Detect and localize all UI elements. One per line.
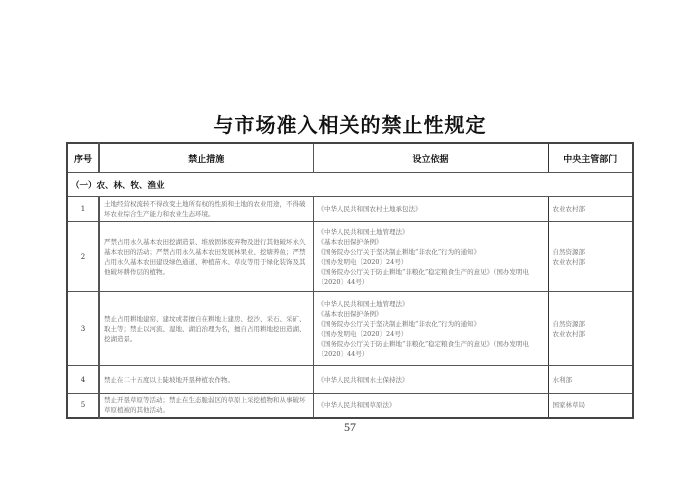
row-basis bbox=[313, 366, 548, 394]
basis-item: 《中华人民共和国水土保持法》 bbox=[317, 375, 409, 384]
row-measure: 禁止在二十五度以上陡坡地开垦种植农作物。 bbox=[99, 366, 313, 394]
basis-item: 《中华人民共和国土地管理法》 bbox=[317, 299, 409, 308]
header-basis: 设立依据 bbox=[313, 143, 548, 173]
table-row bbox=[67, 222, 633, 292]
row-measure: 严禁占用永久基本农田挖湖造景、堆放固体废弃物及进行其他破坏永久基本农田的活动；严禁占用永久基本农田发展林果业、挖塘养鱼；严禁占用永久基本农田建设绿色通道、种植苗木、草皮等用于绿化装饰及其他破坏耕作层的植物。 bbox=[99, 222, 313, 292]
table-row bbox=[67, 394, 633, 418]
row-dept bbox=[548, 222, 633, 292]
row-seq: 3 bbox=[67, 292, 99, 366]
row-seq: 4 bbox=[67, 366, 99, 394]
table-row bbox=[67, 197, 633, 222]
dept-item: 自然资源部 bbox=[552, 319, 585, 328]
header-seq: 序号 bbox=[67, 143, 99, 173]
row-measure: 禁止占用耕地建窑、建坟或者擅自在耕地上建房、挖沙、采石、采矿、取土等；禁止以河流、湿地、湖泊治理为名，擅自占用耕地挖田造湖、挖湖造景。 bbox=[99, 292, 313, 366]
row-seq: 2 bbox=[67, 222, 99, 292]
row-basis bbox=[313, 394, 548, 418]
dept-item: 农业农村部 bbox=[552, 205, 585, 213]
row-basis bbox=[313, 197, 548, 222]
dept-item: 农业农村部 bbox=[552, 329, 585, 338]
basis-item: 《国务院办公厅关于坚决制止耕地“非农化”行为的通知》 bbox=[317, 247, 481, 256]
table-row bbox=[67, 366, 633, 394]
document-title: 与市场准入相关的禁止性规定 bbox=[213, 113, 487, 137]
row-seq: 1 bbox=[67, 197, 99, 222]
section-row bbox=[67, 173, 633, 197]
header-measure: 禁止措施 bbox=[99, 143, 313, 173]
basis-item: （国办发明电〔2020〕24号） bbox=[317, 257, 408, 266]
row-dept bbox=[548, 394, 633, 418]
row-dept bbox=[548, 292, 633, 366]
row-basis bbox=[313, 292, 548, 366]
basis-item: 《基本农田保护条例》 bbox=[317, 237, 383, 246]
dept-item: 自然资源部 bbox=[552, 247, 585, 256]
dept-item: 农业农村部 bbox=[552, 257, 585, 266]
basis-item: 《中华人民共和国草原法》 bbox=[317, 401, 396, 410]
basis-item: 《基本农田保护条例》 bbox=[317, 309, 383, 318]
prohibition-table bbox=[66, 142, 634, 419]
table-header-row bbox=[67, 143, 633, 173]
row-measure: 土地经营权流转不得改变土地所有权的性质和土地的农业用途，不得破坏农业综合生产能力和农业生态环境。 bbox=[99, 197, 313, 222]
basis-item: 《中华人民共和国农村土地承包法》 bbox=[317, 205, 422, 213]
row-measure: 禁止开垦草原等活动；禁止在生态脆弱区的草原上采挖植物和从事破坏草原植被的其他活动。 bbox=[99, 394, 313, 418]
section-label: （一）农、林、牧、渔业 bbox=[67, 173, 633, 197]
dept-item: 国家林草局 bbox=[552, 401, 585, 410]
row-dept bbox=[548, 197, 633, 222]
basis-item: 《中华人民共和国土地管理法》 bbox=[317, 227, 409, 236]
table-row bbox=[67, 292, 633, 366]
header-dept: 中央主管部门 bbox=[548, 143, 633, 173]
page-number: 57 bbox=[344, 420, 356, 434]
basis-item: 《国务院办公厅关于坚决制止耕地“非农化”行为的通知》 bbox=[317, 319, 481, 328]
row-seq: 5 bbox=[67, 394, 99, 418]
basis-item: 《国务院办公厅关于防止耕地“非粮化”稳定粮食生产的意见》（国办发明电〔2020〕44号） bbox=[317, 339, 529, 358]
row-basis bbox=[313, 222, 548, 292]
row-dept bbox=[548, 366, 633, 394]
dept-item: 水利部 bbox=[552, 375, 572, 384]
basis-item: 《国务院办公厅关于防止耕地“非粮化”稳定粮食生产的意见》（国办发明电〔2020〕44号） bbox=[317, 267, 529, 286]
basis-item: （国办发明电〔2020〕24号） bbox=[317, 329, 408, 338]
